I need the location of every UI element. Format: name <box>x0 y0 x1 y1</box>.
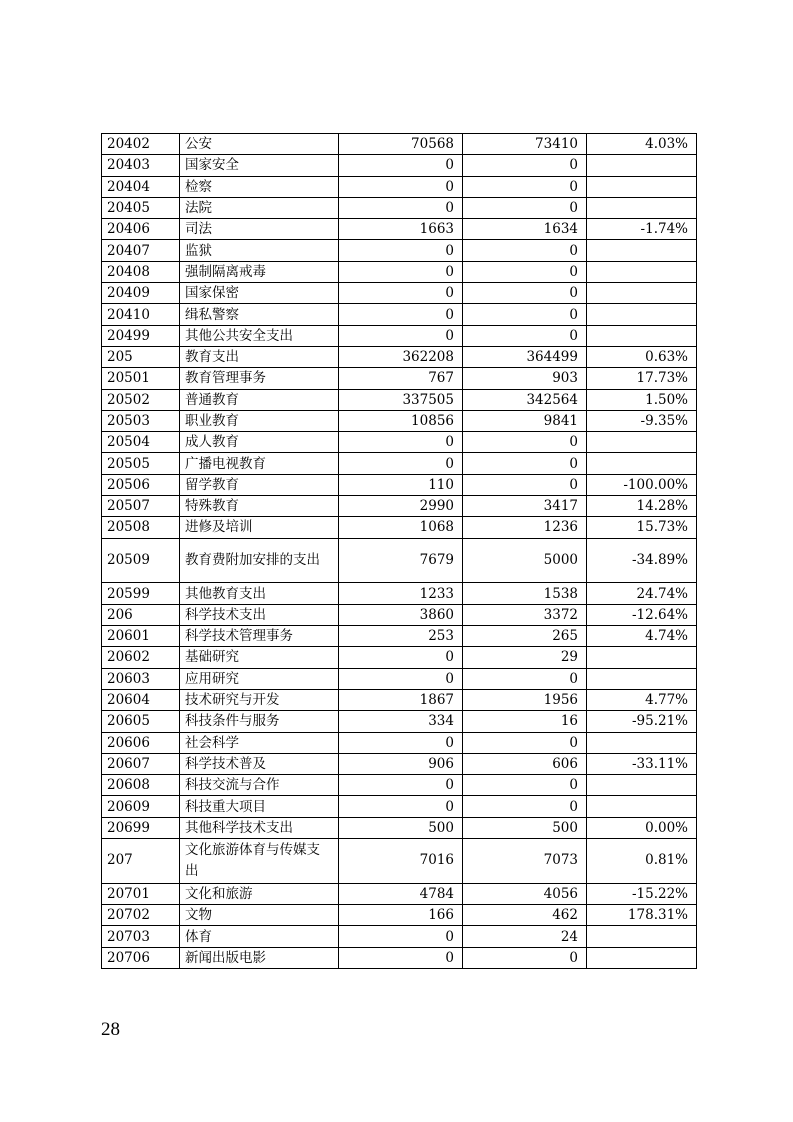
change-percent-cell: 178.31% <box>587 905 697 926</box>
table-row <box>102 325 697 346</box>
change-percent-cell: 0.00% <box>587 817 697 838</box>
table-row <box>102 432 697 453</box>
page-number: 28 <box>101 1019 120 1040</box>
account-code-cell: 20609 <box>102 796 180 817</box>
change-percent-cell: 15.73% <box>587 517 697 538</box>
amount-current-cell: 0 <box>463 197 587 218</box>
change-percent-cell: 24.74% <box>587 583 697 604</box>
account-code-cell: 20699 <box>102 817 180 838</box>
table-row <box>102 155 697 176</box>
amount-prior-cell: 362208 <box>339 346 463 367</box>
account-code-cell: 20599 <box>102 583 180 604</box>
table-row <box>102 732 697 753</box>
amount-prior-cell: 0 <box>339 325 463 346</box>
change-percent-cell <box>587 325 697 346</box>
change-percent-cell: 0.63% <box>587 346 697 367</box>
amount-prior-cell: 7016 <box>339 839 463 884</box>
amount-prior-cell: 1233 <box>339 583 463 604</box>
change-percent-cell: -100.00% <box>587 474 697 495</box>
amount-current-cell: 0 <box>463 240 587 261</box>
account-code-cell: 206 <box>102 604 180 625</box>
amount-prior-cell: 0 <box>339 775 463 796</box>
item-name-cell: 法院 <box>180 197 339 218</box>
change-percent-cell: -12.64% <box>587 604 697 625</box>
item-name-cell: 成人教育 <box>180 432 339 453</box>
change-percent-cell <box>587 283 697 304</box>
account-code-cell: 205 <box>102 346 180 367</box>
amount-prior-cell: 0 <box>339 796 463 817</box>
table-row <box>102 817 697 838</box>
item-name-cell: 其他教育支出 <box>180 583 339 604</box>
amount-current-cell: 1956 <box>463 689 587 710</box>
account-code-cell: 20701 <box>102 883 180 904</box>
change-percent-cell <box>587 432 697 453</box>
table-row <box>102 604 697 625</box>
amount-current-cell: 342564 <box>463 389 587 410</box>
account-code-cell: 20505 <box>102 453 180 474</box>
change-percent-cell <box>587 647 697 668</box>
item-name-cell: 国家保密 <box>180 283 339 304</box>
account-code-cell: 20404 <box>102 176 180 197</box>
item-name-cell: 新闻出版电影 <box>180 947 339 968</box>
item-name-cell: 技术研究与开发 <box>180 689 339 710</box>
item-name-cell: 强制隔离戒毒 <box>180 261 339 282</box>
table-row <box>102 689 697 710</box>
amount-prior-cell: 500 <box>339 817 463 838</box>
account-code-cell: 20509 <box>102 538 180 583</box>
change-percent-cell <box>587 197 697 218</box>
amount-prior-cell: 0 <box>339 155 463 176</box>
amount-prior-cell: 906 <box>339 753 463 774</box>
account-code-cell: 20608 <box>102 775 180 796</box>
amount-prior-cell: 0 <box>339 947 463 968</box>
account-code-cell: 20503 <box>102 410 180 431</box>
amount-current-cell: 0 <box>463 176 587 197</box>
table-row <box>102 197 697 218</box>
account-code-cell: 20504 <box>102 432 180 453</box>
amount-current-cell: 0 <box>463 732 587 753</box>
account-code-cell: 20706 <box>102 947 180 968</box>
table-row <box>102 753 697 774</box>
item-name-cell: 科学技术管理事务 <box>180 626 339 647</box>
change-percent-cell: 4.74% <box>587 626 697 647</box>
change-percent-cell <box>587 947 697 968</box>
amount-prior-cell: 0 <box>339 647 463 668</box>
amount-prior-cell: 0 <box>339 668 463 689</box>
item-name-cell: 公安 <box>180 134 339 155</box>
account-code-cell: 20508 <box>102 517 180 538</box>
amount-current-cell: 29 <box>463 647 587 668</box>
table-row <box>102 883 697 904</box>
item-name-cell: 科技交流与合作 <box>180 775 339 796</box>
change-percent-cell: -34.89% <box>587 538 697 583</box>
amount-current-cell: 0 <box>463 453 587 474</box>
item-name-cell: 广播电视教育 <box>180 453 339 474</box>
amount-current-cell: 0 <box>463 325 587 346</box>
account-code-cell: 20402 <box>102 134 180 155</box>
table-row <box>102 647 697 668</box>
amount-prior-cell: 253 <box>339 626 463 647</box>
amount-prior-cell: 337505 <box>339 389 463 410</box>
amount-prior-cell: 1867 <box>339 689 463 710</box>
table-row <box>102 496 697 517</box>
table-row <box>102 839 697 884</box>
change-percent-cell: 4.03% <box>587 134 697 155</box>
amount-prior-cell: 110 <box>339 474 463 495</box>
account-code-cell: 20703 <box>102 926 180 947</box>
amount-prior-cell: 0 <box>339 283 463 304</box>
table-row <box>102 583 697 604</box>
item-name-cell: 其他科学技术支出 <box>180 817 339 838</box>
change-percent-cell: 0.81% <box>587 839 697 884</box>
amount-prior-cell: 4784 <box>339 883 463 904</box>
amount-prior-cell: 334 <box>339 711 463 732</box>
amount-prior-cell: 10856 <box>339 410 463 431</box>
account-code-cell: 20606 <box>102 732 180 753</box>
table-row <box>102 134 697 155</box>
change-percent-cell <box>587 732 697 753</box>
change-percent-cell: 14.28% <box>587 496 697 517</box>
table-row <box>102 474 697 495</box>
account-code-cell: 20605 <box>102 711 180 732</box>
amount-current-cell: 0 <box>463 155 587 176</box>
amount-prior-cell: 3860 <box>339 604 463 625</box>
amount-current-cell: 4056 <box>463 883 587 904</box>
table-row <box>102 626 697 647</box>
table-row <box>102 926 697 947</box>
account-code-cell: 20409 <box>102 283 180 304</box>
account-code-cell: 20702 <box>102 905 180 926</box>
account-code-cell: 207 <box>102 839 180 884</box>
amount-current-cell: 1538 <box>463 583 587 604</box>
change-percent-cell <box>587 176 697 197</box>
amount-current-cell: 3417 <box>463 496 587 517</box>
change-percent-cell <box>587 240 697 261</box>
amount-current-cell: 903 <box>463 368 587 389</box>
table-row <box>102 389 697 410</box>
table-row <box>102 368 697 389</box>
change-percent-cell <box>587 155 697 176</box>
table-row <box>102 304 697 325</box>
amount-current-cell: 0 <box>463 261 587 282</box>
amount-current-cell: 0 <box>463 474 587 495</box>
amount-current-cell: 1236 <box>463 517 587 538</box>
item-name-cell: 教育管理事务 <box>180 368 339 389</box>
item-name-cell: 文化旅游体育与传媒支出 <box>180 839 339 884</box>
amount-current-cell: 7073 <box>463 839 587 884</box>
amount-current-cell: 364499 <box>463 346 587 367</box>
table-row <box>102 947 697 968</box>
item-name-cell: 体育 <box>180 926 339 947</box>
item-name-cell: 基础研究 <box>180 647 339 668</box>
account-code-cell: 20601 <box>102 626 180 647</box>
account-code-cell: 20507 <box>102 496 180 517</box>
change-percent-cell: 17.73% <box>587 368 697 389</box>
amount-current-cell: 0 <box>463 775 587 796</box>
amount-prior-cell: 2990 <box>339 496 463 517</box>
account-code-cell: 20407 <box>102 240 180 261</box>
account-code-cell: 20603 <box>102 668 180 689</box>
table-row <box>102 775 697 796</box>
account-code-cell: 20604 <box>102 689 180 710</box>
item-name-cell: 科技条件与服务 <box>180 711 339 732</box>
change-percent-cell <box>587 796 697 817</box>
account-code-cell: 20406 <box>102 219 180 240</box>
item-name-cell: 文化和旅游 <box>180 883 339 904</box>
account-code-cell: 20506 <box>102 474 180 495</box>
item-name-cell: 社会科学 <box>180 732 339 753</box>
item-name-cell: 留学教育 <box>180 474 339 495</box>
item-name-cell: 进修及培训 <box>180 517 339 538</box>
amount-current-cell: 24 <box>463 926 587 947</box>
table-row <box>102 283 697 304</box>
change-percent-cell <box>587 668 697 689</box>
table-row <box>102 517 697 538</box>
amount-prior-cell: 0 <box>339 176 463 197</box>
change-percent-cell: -1.74% <box>587 219 697 240</box>
amount-current-cell: 0 <box>463 283 587 304</box>
change-percent-cell: 1.50% <box>587 389 697 410</box>
table-row <box>102 346 697 367</box>
change-percent-cell: -15.22% <box>587 883 697 904</box>
table-row <box>102 711 697 732</box>
amount-prior-cell: 767 <box>339 368 463 389</box>
item-name-cell: 科学技术支出 <box>180 604 339 625</box>
account-code-cell: 20410 <box>102 304 180 325</box>
item-name-cell: 特殊教育 <box>180 496 339 517</box>
amount-prior-cell: 0 <box>339 432 463 453</box>
amount-prior-cell: 0 <box>339 926 463 947</box>
amount-current-cell: 16 <box>463 711 587 732</box>
item-name-cell: 文物 <box>180 905 339 926</box>
table-row <box>102 176 697 197</box>
amount-current-cell: 0 <box>463 796 587 817</box>
item-name-cell: 科学技术普及 <box>180 753 339 774</box>
table-row <box>102 453 697 474</box>
amount-prior-cell: 0 <box>339 197 463 218</box>
item-name-cell: 应用研究 <box>180 668 339 689</box>
amount-current-cell: 462 <box>463 905 587 926</box>
change-percent-cell: -33.11% <box>587 753 697 774</box>
item-name-cell: 其他公共安全支出 <box>180 325 339 346</box>
item-name-cell: 国家安全 <box>180 155 339 176</box>
amount-current-cell: 0 <box>463 432 587 453</box>
change-percent-cell <box>587 453 697 474</box>
amount-prior-cell: 1068 <box>339 517 463 538</box>
table-row <box>102 668 697 689</box>
table-row <box>102 219 697 240</box>
amount-prior-cell: 0 <box>339 453 463 474</box>
change-percent-cell <box>587 775 697 796</box>
table-row <box>102 410 697 431</box>
amount-prior-cell: 0 <box>339 240 463 261</box>
amount-prior-cell: 1663 <box>339 219 463 240</box>
amount-current-cell: 73410 <box>463 134 587 155</box>
account-code-cell: 20607 <box>102 753 180 774</box>
item-name-cell: 检察 <box>180 176 339 197</box>
amount-current-cell: 9841 <box>463 410 587 431</box>
table-row <box>102 538 697 583</box>
change-percent-cell <box>587 926 697 947</box>
change-percent-cell: -9.35% <box>587 410 697 431</box>
amount-current-cell: 3372 <box>463 604 587 625</box>
amount-prior-cell: 0 <box>339 304 463 325</box>
amount-current-cell: 606 <box>463 753 587 774</box>
item-name-cell: 教育支出 <box>180 346 339 367</box>
account-code-cell: 20602 <box>102 647 180 668</box>
item-name-cell: 职业教育 <box>180 410 339 431</box>
item-name-cell: 缉私警察 <box>180 304 339 325</box>
item-name-cell: 普通教育 <box>180 389 339 410</box>
change-percent-cell <box>587 261 697 282</box>
item-name-cell: 科技重大项目 <box>180 796 339 817</box>
amount-prior-cell: 166 <box>339 905 463 926</box>
amount-current-cell: 500 <box>463 817 587 838</box>
amount-prior-cell: 7679 <box>339 538 463 583</box>
item-name-cell: 教育费附加安排的支出 <box>180 538 339 583</box>
change-percent-cell <box>587 304 697 325</box>
item-name-cell: 司法 <box>180 219 339 240</box>
account-code-cell: 20408 <box>102 261 180 282</box>
account-code-cell: 20403 <box>102 155 180 176</box>
amount-current-cell: 0 <box>463 947 587 968</box>
account-code-cell: 20405 <box>102 197 180 218</box>
amount-current-cell: 0 <box>463 668 587 689</box>
change-percent-cell: -95.21% <box>587 711 697 732</box>
amount-current-cell: 265 <box>463 626 587 647</box>
amount-current-cell: 1634 <box>463 219 587 240</box>
amount-prior-cell: 70568 <box>339 134 463 155</box>
amount-current-cell: 5000 <box>463 538 587 583</box>
item-name-cell: 监狱 <box>180 240 339 261</box>
amount-prior-cell: 0 <box>339 261 463 282</box>
amount-current-cell: 0 <box>463 304 587 325</box>
account-code-cell: 20499 <box>102 325 180 346</box>
table-row <box>102 905 697 926</box>
account-code-cell: 20502 <box>102 389 180 410</box>
table-row <box>102 240 697 261</box>
table-row <box>102 261 697 282</box>
change-percent-cell: 4.77% <box>587 689 697 710</box>
account-code-cell: 20501 <box>102 368 180 389</box>
table-body <box>102 134 697 969</box>
budget-table <box>101 133 697 969</box>
amount-prior-cell: 0 <box>339 732 463 753</box>
table-row <box>102 796 697 817</box>
